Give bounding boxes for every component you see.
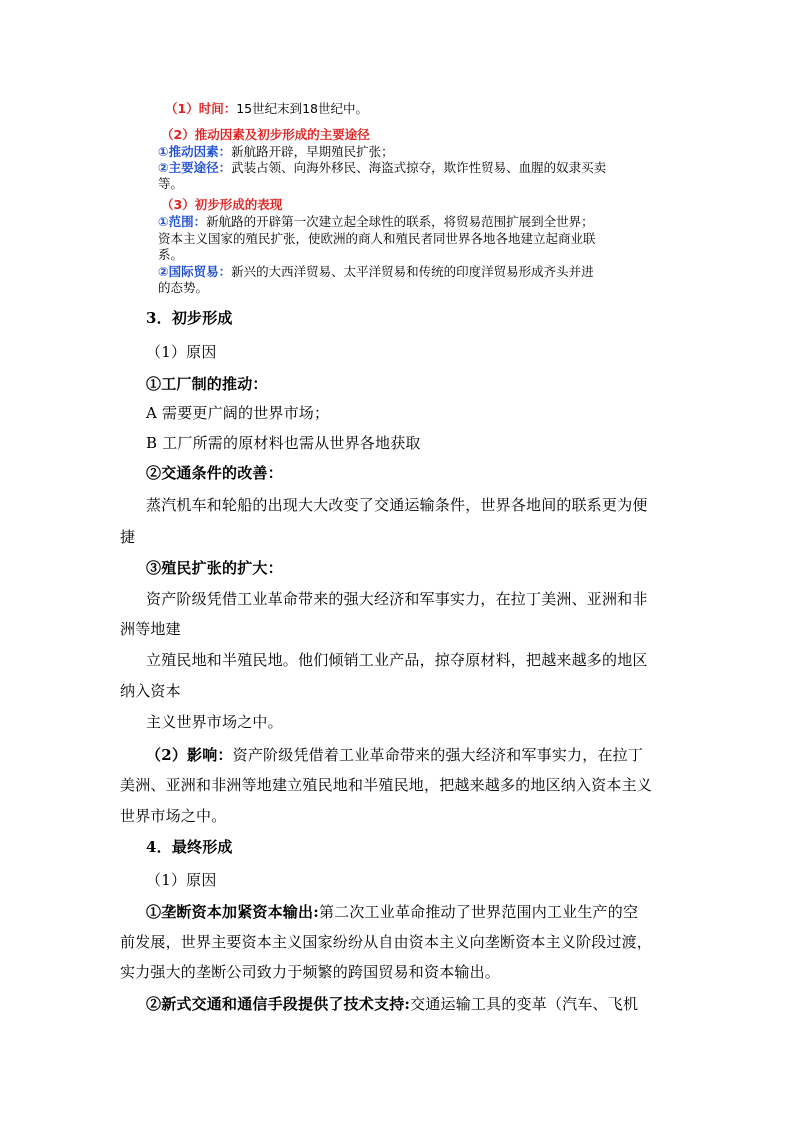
trade-cont: 的态势。 [158,280,209,295]
section-4-cause-heading: （1）原因 [146,871,217,889]
influence-text: 资产阶级凭借着工业革命带来的强大经济和军事实力，在拉丁 [232,746,644,764]
trade-line [158,264,594,279]
transport-heading: ②交通条件的改善： [146,464,283,482]
section-3-heading: 3．初步形成 [146,309,233,327]
main-ways-text: 武装占领、向海外移民、海盗式掠夺，欺诈性贸易、血腥的奴隶买卖 [231,160,607,175]
influence-label: （2）影响： [146,746,233,764]
section-4-heading: 4．最终形成 [146,838,233,856]
monopoly-label: ①垄断资本加紧资本输出: [146,903,319,921]
driving-factors-label: ①推动因素： [158,144,232,159]
time-text: 15世纪末到18世纪中。 [236,101,369,116]
scope-cont-2: 系。 [158,247,184,262]
colonial-text-1: 资产阶级凭借工业革命带来的强大经济和军事实力，在拉丁美洲、亚洲和非 [146,590,648,608]
influence-text-2: 美洲、亚洲和非洲等地建立殖民地和半殖民地，把越来越多的地区纳入资本主义 [120,776,653,794]
new-transport-line [146,994,638,1014]
colonial-text-2: 洲等地建 [120,620,181,638]
new-transport-label: ②新式交通和通信手段提供了技术支持: [146,995,411,1013]
scope-line [158,214,594,229]
factory-heading: ①工厂制的推动： [146,375,268,393]
transport-text-2: 捷 [120,528,136,546]
monopoly-text-2: 前发展，世界主要资本主义国家纷纷从自由资本主义向垄断资本主义阶段过渡， [120,933,653,951]
new-transport-text: 交通运输工具的变革（汽车、飞机 [410,995,639,1013]
factory-a: A 需要更广阔的世界市场； [146,404,330,422]
driving-factors-text: 新航路开辟，早期殖民扩张； [231,144,394,159]
factors-heading: （2）推动因素及初步形成的主要途径 [161,127,370,142]
trade-text: 新兴的大西洋贸易、太平洋贸易和传统的印度洋贸易形成齐头并进 [231,264,594,279]
section-3-cause-heading: （1）原因 [146,343,217,361]
scope-text: 新航路的开辟第一次建立起全球性的联系，将贸易范围扩展到全世界； [206,214,594,229]
main-ways-line [158,160,606,175]
colonial-text-5: 主义世界市场之中。 [146,713,283,731]
factory-b: B 工厂所需的原材料也需从世界各地获取 [146,434,421,452]
transport-text-1: 蒸汽机车和轮船的出现大大改变了交通运输条件，世界各地间的联系更为便 [146,496,648,514]
colonial-text-3: 立殖民地和半殖民地。他们倾销工业产品，掠夺原材料，把越来越多的地区 [146,651,648,669]
time-line [165,101,368,116]
scope-cont-1: 资本主义国家的殖民扩张，使欧洲的商人和殖民者同世界各地各地建立起商业联 [158,231,596,246]
monopoly-text: 第二次工业革命推动了世界范围内工业生产的空 [318,903,639,921]
main-ways-label: ②主要途径： [158,160,232,175]
colonial-heading: ③殖民扩张的扩大： [146,559,283,577]
time-label: （1）时间： [165,101,237,116]
scope-label: ①范围： [158,214,207,229]
influence-text-3: 世界市场之中。 [120,807,227,825]
influence-line [146,745,643,765]
monopoly-line [146,902,638,922]
trade-label: ②国际贸易： [158,264,232,279]
main-ways-cont: 等。 [158,176,184,191]
driving-factors-line [158,144,394,159]
colonial-text-4: 纳入资本 [120,682,181,700]
manifestation-heading: （3）初步形成的表现 [161,197,283,212]
monopoly-text-3: 实力强大的垄断公司致力于频繁的跨国贸易和资本输出。 [120,963,501,981]
